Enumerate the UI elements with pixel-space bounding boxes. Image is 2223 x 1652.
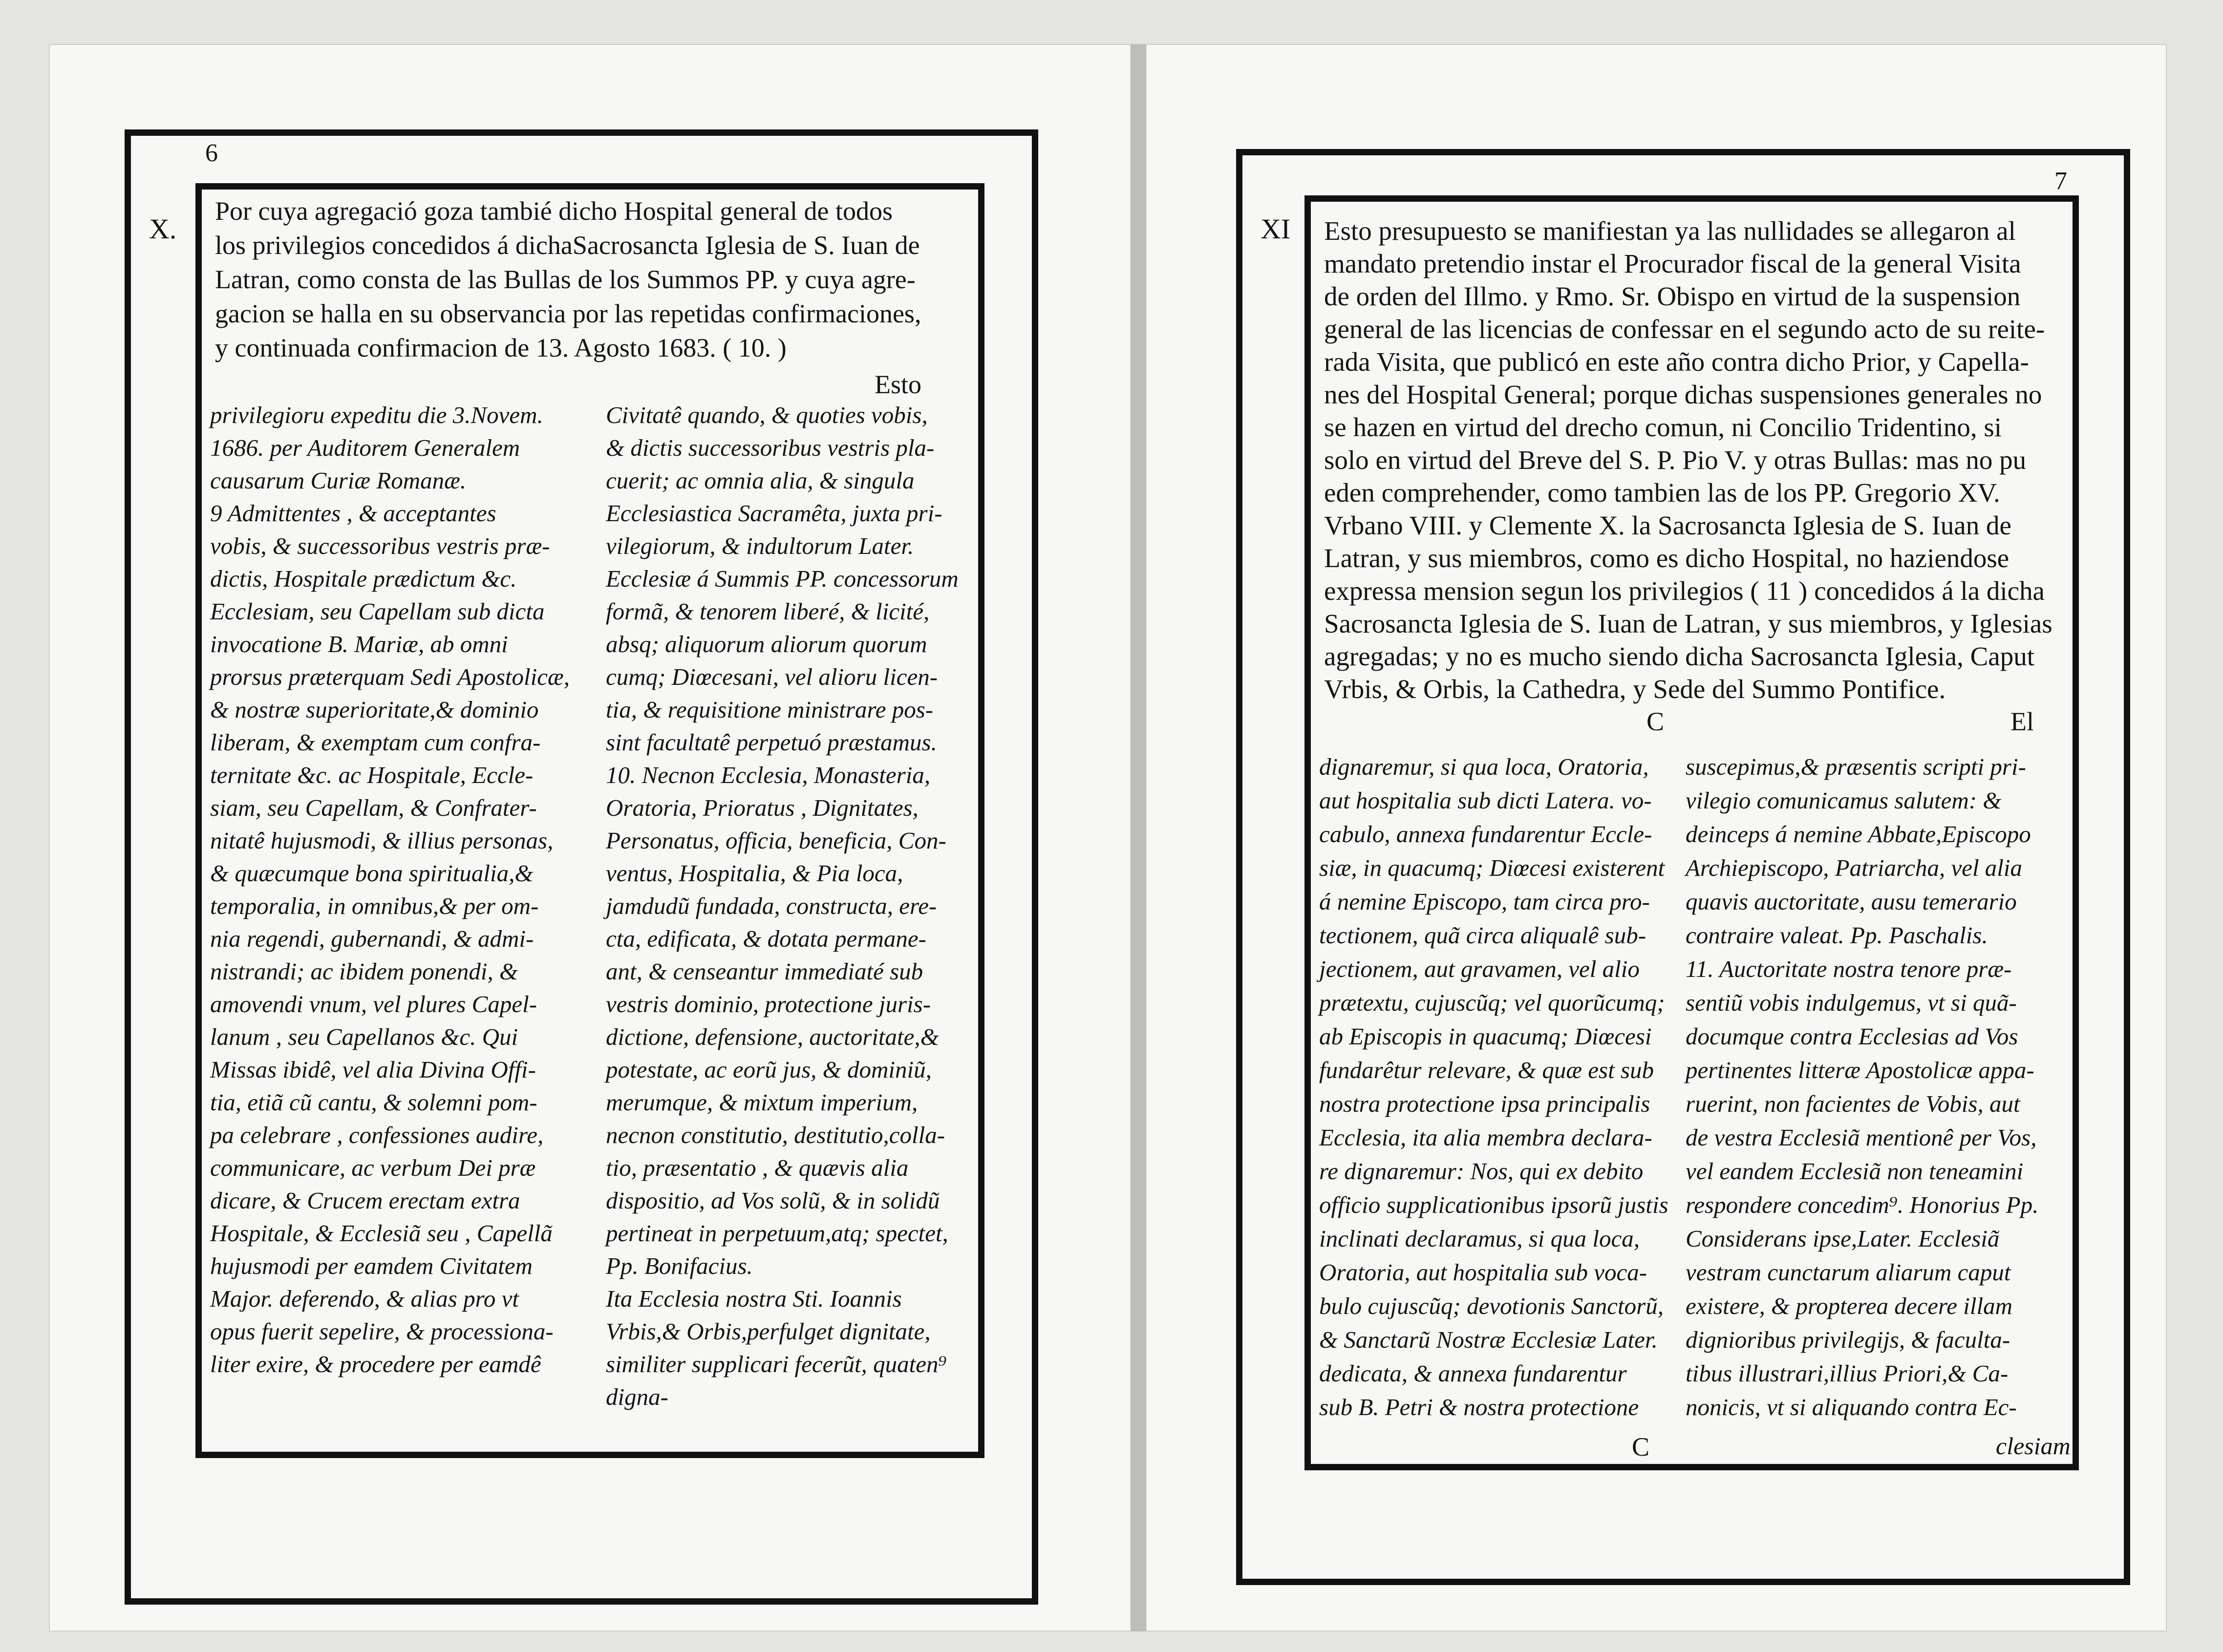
text-line: 9 Admittentes , & acceptantes [210, 500, 496, 527]
text-line: & nostræ superioritate,& dominio [210, 696, 539, 723]
text-line: Esto presupuesto se manifiestan ya las nullidades se allegaron al [1324, 216, 2016, 246]
right-catchword: El [2010, 707, 2034, 736]
text-line: gacion se halla en su observancia por las repetidas confirmaciones, [215, 299, 921, 328]
right-page-number: 7 [2054, 167, 2067, 195]
text-line: documque contra Ecclesias ad Vos [1686, 1023, 2018, 1050]
text-line: mandato pretendio instar el Procurador fiscal de la general Visita [1324, 249, 2021, 278]
text-line: ventus, Hospitalia, & Pia loca, [606, 860, 903, 887]
text-line: siæ, in quacumq; Diœcesi existerent [1319, 854, 1665, 881]
right-signature-mark: C [1646, 707, 1665, 736]
text-line: pa celebrare , confessiones audire, [210, 1122, 544, 1148]
text-line: vobis, & successoribus vestris præ- [210, 532, 550, 559]
text-line: privilegioru expeditu die 3.Novem. [210, 402, 543, 428]
right-bottom-rule [1236, 1579, 2130, 1585]
text-line: nia regendi, gubernandi, & admi- [210, 925, 534, 952]
text-line: tectionem, quã circa aliqualê sub- [1319, 922, 1646, 949]
text-line: Vrbano VIII. y Clemente X. la Sacrosancta Iglesia de S. Iuan de [1324, 510, 2011, 540]
text-line: Ita Ecclesia nostra Sti. Ioannis [606, 1285, 902, 1312]
text-line: nes del Hospital General; porque dichas suspensiones generales no [1324, 380, 2042, 409]
text-line: merumque, & mixtum imperium, [606, 1089, 918, 1116]
text-line: 10. Necnon Ecclesia, Monasteria, [606, 762, 931, 788]
text-line: Archiepiscopo, Patriarcha, vel alia [1686, 854, 2023, 881]
text-line: Oratoria, aut hospitalia sub voca- [1319, 1259, 1647, 1286]
text-line: Ecclesia, ita alia membra declara- [1319, 1124, 1652, 1151]
text-line: jamdudũ fundada, constructa, ere- [606, 892, 937, 919]
text-line: 11. Auctoritate nostra tenore præ- [1686, 955, 2012, 982]
text-line: quavis auctoritate, ausu temerario [1686, 888, 2017, 915]
text-line: contraire valeat. Pp. Paschalis. [1686, 922, 1988, 949]
text-line: 1686. per Auditorem Generalem [210, 434, 520, 461]
text-line: respondere concedim⁹. Honorius Pp. [1686, 1191, 2039, 1218]
text-line: existere, & propterea decere illam [1686, 1292, 2012, 1319]
text-line: vel eandem Ecclesiã non teneamini [1686, 1158, 2024, 1185]
text-line: digna- [606, 1383, 668, 1410]
left-top-rule [125, 129, 1038, 136]
text-line: & Sanctarũ Nostræ Ecclesiæ Later. [1319, 1326, 1658, 1353]
text-line: nonicis, vt si aliquando contra Ec- [1686, 1394, 2017, 1420]
text-line: officio supplicationibus ipsorũ justis [1319, 1191, 1668, 1218]
text-line: Vrbis,& Orbis,perfulget dignitate, [606, 1318, 931, 1345]
text-line: dictione, defensione, auctoritate,& [606, 1023, 939, 1050]
right-outer-rule-left [1236, 149, 1242, 1585]
text-line: deinceps á nemine Abbate,Episcopo [1686, 821, 2031, 847]
text-line: Civitatê quando, & quoties vobis, [606, 402, 928, 428]
text-line: Ecclesiastica Sacramêta, juxta pri- [606, 500, 942, 527]
text-line: causarum Curiæ Romanæ. [210, 467, 467, 494]
text-line: tibus illustrari,illius Priori,& Ca- [1686, 1360, 2009, 1387]
text-line: ternitate &c. ac Hospitale, Eccle- [210, 762, 534, 788]
text-line: hujusmodi per eamdem Civitatem [210, 1252, 533, 1279]
text-line: vestris dominio, protectione juris- [606, 991, 931, 1017]
right-col2-catchword: clesiam [1996, 1432, 2071, 1460]
text-line: Sacrosancta Iglesia de S. Iuan de Latran, y sus miembros, y Iglesias [1324, 609, 2052, 638]
text-line: dignioribus privilegijs, & faculta- [1686, 1326, 2010, 1353]
text-line: potestate, ac eorũ jus, & dominiũ, [606, 1056, 932, 1083]
text-line: Personatus, officia, beneficia, Con- [606, 827, 946, 854]
text-line: cuerit; ac omnia alia, & singula [606, 467, 915, 494]
text-line: tia, & requisitione ministrare pos- [606, 696, 934, 723]
text-line: expressa mension segun los privilegios ( 11 ) concedidos á la dicha [1324, 576, 2045, 606]
text-line: ruerint, non facientes de Vobis, aut [1686, 1090, 2020, 1117]
text-line: aut hospitalia sub dicti Latera. vo- [1319, 787, 1652, 814]
book-gutter [1131, 44, 1146, 1631]
text-line: lanum , seu Capellanos &c. Qui [210, 1023, 518, 1050]
text-line: necnon constitutio, destitutio,colla- [606, 1122, 945, 1148]
text-line: tia, etiã cũ cantu, & solemni pom- [210, 1089, 537, 1116]
text-line: ab Episcopis in quacumq; Diœcesi [1319, 1023, 1652, 1050]
right-margin-label: XI [1261, 213, 1291, 245]
text-line: nitatê hujusmodi, & illius personas, [210, 827, 554, 854]
text-line: de vestra Ecclesiã mentionê per Vos, [1686, 1124, 2037, 1151]
text-line: dedicata, & annexa fundarentur [1319, 1360, 1627, 1387]
right-top-rule [1236, 149, 2130, 155]
text-line: amovendi vnum, vel plures Capel- [210, 991, 537, 1017]
text-line: prorsus præterquam Sedi Apostolicæ, [210, 663, 570, 690]
text-line: liter exire, & procedere per eamdê [210, 1351, 541, 1377]
text-line: bulo cujuscũq; devotionis Sanctorũ, [1319, 1292, 1664, 1319]
text-line: general de las licencias de confessar en el segundo acto de su reite- [1324, 314, 2045, 344]
text-line: invocatione B. Mariæ, ab omni [210, 631, 508, 657]
text-line: agregadas; y no es mucho siendo dicha Sacrosancta Iglesia, Caput [1324, 641, 2034, 671]
text-line: cta, edificata, & dotata permane- [606, 925, 926, 952]
text-line: los privilegios concedidos á dichaSacrosancta Iglesia de S. Iuan de [215, 231, 920, 260]
text-line: siam, seu Capellam, & Confrater- [210, 794, 537, 821]
text-line: Latran, como consta de las Bullas de los Summos PP. y cuya agre- [215, 265, 916, 294]
text-line: dignaremur, si qua loca, Oratoria, [1319, 753, 1649, 780]
text-line: fundarêtur relevare, & quæ est sub [1319, 1057, 1654, 1083]
text-line: suscepimus,& præsentis scripti pri- [1686, 753, 2026, 780]
text-line: sint facultatê perpetuó præstamus. [606, 729, 937, 756]
text-line: y continuada confirmacion de 13. Agosto 1683. ( 10. ) [215, 333, 787, 362]
left-margin-label: X. [149, 213, 177, 245]
text-line: Considerans ipse,Later. Ecclesiã [1686, 1225, 2000, 1252]
text-line: temporalia, in omnibus,& per om- [210, 892, 539, 919]
text-line: ant, & censeantur immediaté sub [606, 958, 923, 985]
text-line: cumq; Diœcesani, vel alioru licen- [606, 663, 938, 690]
text-line: absq; aliquorum aliorum quorum [606, 631, 927, 657]
text-line: sentiũ vobis indulgemus, vt si quã- [1686, 989, 2017, 1016]
text-line: Pp. Bonifacius. [606, 1252, 753, 1279]
text-line: Major. deferendo, & alias pro vt [210, 1285, 519, 1312]
left-outer-rule-left [125, 129, 131, 1605]
text-line: nostra protectione ipsa principalis [1319, 1090, 1650, 1117]
text-line: & quæcumque bona spiritualia,& [210, 860, 534, 887]
text-line: vestram cunctarum aliarum caput [1686, 1259, 2011, 1286]
left-outer-rule-right [1032, 129, 1038, 1605]
left-bottom-rule [125, 1598, 1038, 1605]
right-outer-rule-right [2124, 149, 2130, 1585]
text-line: solo en virtud del Breve del S. P. Pio V. y otras Bullas: mas no pu [1324, 445, 2027, 475]
text-line: vilegio comunicamus salutem: & [1686, 787, 2002, 814]
text-line: se hazen en virtud del drecho comun, ni Concilio Tridentino, si [1324, 412, 2002, 442]
text-line: rada Visita, que publicó en este año contra dicho Prior, y Capella- [1324, 347, 2029, 377]
text-line: dicare, & Crucem erectam extra [210, 1187, 520, 1214]
text-line: nistrandi; ac ibidem ponendi, & [210, 958, 518, 985]
text-line: Missas ibidê, vel alia Divina Offi- [210, 1056, 536, 1083]
text-line: vilegiorum, & indultorum Later. [606, 532, 914, 559]
text-line: liberam, & exemptam cum confra- [210, 729, 541, 756]
text-line: pertineat in perpetuum,atq; spectet, [606, 1220, 948, 1247]
text-line: dispositio, ad Vos solũ, & in solidũ [606, 1187, 940, 1214]
text-line: re dignaremur: Nos, qui ex debito [1319, 1158, 1644, 1185]
left-catchword: Esto [875, 370, 922, 399]
text-line: á nemine Episcopo, tam circa pro- [1319, 888, 1650, 915]
text-line: prætextu, cujuscũq; vel quorũcumq; [1319, 989, 1665, 1016]
text-line: opus fuerit sepelire, & processiona- [210, 1318, 554, 1345]
text-line: Hospitale, & Ecclesiã seu , Capellã [210, 1220, 553, 1247]
text-line: eden comprehender, como tambien las de los PP. Gregorio XV. [1324, 478, 2000, 508]
text-line: de orden del Illmo. y Rmo. Sr. Obispo en virtud de la suspension [1324, 281, 2021, 311]
text-line: tio, præsentatio , & quævis alia [606, 1154, 909, 1181]
text-line: pertinentes litteræ Apostolicæ appa- [1686, 1057, 2034, 1083]
text-line: inclinati declaramus, si qua loca, [1319, 1225, 1640, 1252]
text-line: communicare, ac verbum Dei præ [210, 1154, 536, 1181]
text-line: Por cuya agregació goza tambié dicho Hospital general de todos [215, 196, 893, 226]
text-line: similiter supplicari fecerũt, quaten⁹ [606, 1351, 947, 1377]
text-line: jectionem, aut gravamen, vel alio [1319, 955, 1640, 982]
text-line: dictis, Hospitale prædictum &c. [210, 565, 517, 592]
text-line: sub B. Petri & nostra protectione [1319, 1394, 1639, 1420]
text-line: Ecclesiæ á Summis PP. concessorum [606, 565, 959, 592]
text-line: Latran, y sus miembros, como es dicho Hospital, no haziendose [1324, 543, 2009, 573]
text-line: Oratoria, Prioratus , Dignitates, [606, 794, 919, 821]
text-line: Ecclesiam, seu Capellam sub dicta [210, 598, 545, 625]
text-line: formã, & tenorem liberé, & licité, [606, 598, 930, 625]
text-line: cabulo, annexa fundarentur Eccle- [1319, 821, 1652, 847]
text-line: Vrbis, & Orbis, la Cathedra, y Sede del Summo Pontifice. [1324, 674, 1946, 704]
right-col1-bottom-mark: C [1632, 1432, 1650, 1461]
left-page-number: 6 [205, 139, 218, 167]
text-line: & dictis successoribus vestris pla- [606, 434, 935, 461]
